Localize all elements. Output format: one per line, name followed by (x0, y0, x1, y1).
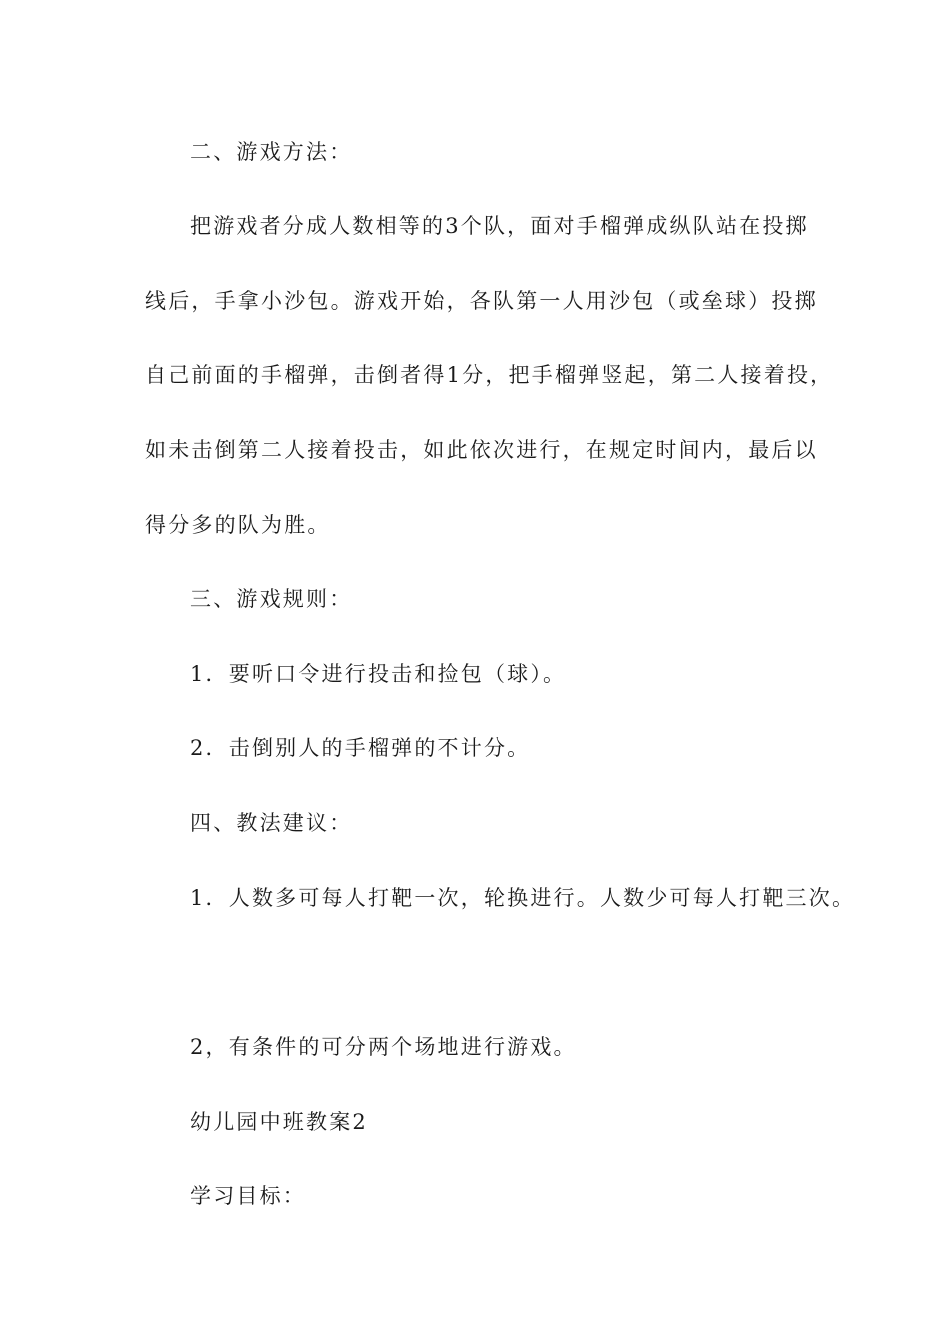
rule-item: 1．要听口令进行投击和捡包（球）。 (190, 662, 567, 686)
section-heading-learning-goals: 学习目标： (190, 1184, 306, 1208)
suggestion-item: 1．人数多可每人打靶一次，轮换进行。人数少可每人打靶三次。 (190, 886, 856, 910)
paragraph-line: 自己前面的手榴弹，击倒者得1分，把手榴弹竖起，第二人接着投， (145, 363, 834, 387)
rule-item: 2．击倒别人的手榴弹的不计分。 (190, 736, 531, 760)
section-heading-teaching-suggestions: 四、教法建议： (190, 811, 353, 835)
paragraph-line: 如未击倒第二人接着投击，如此依次进行，在规定时间内，最后以 (145, 438, 818, 462)
section-heading-game-method: 二、游戏方法： (190, 140, 353, 164)
paragraph-line: 线后，手拿小沙包。游戏开始，各队第一人用沙包（或垒球）投掷 (145, 289, 818, 313)
paragraph-line: 把游戏者分成人数相等的3个队，面对手榴弹成纵队站在投掷 (190, 214, 809, 238)
lesson-plan-title: 幼儿园中班教案2 (190, 1110, 368, 1134)
suggestion-item: 2，有条件的可分两个场地进行游戏。 (190, 1035, 577, 1059)
section-heading-game-rules: 三、游戏规则： (190, 587, 353, 611)
paragraph-line: 得分多的队为胜。 (145, 513, 331, 537)
